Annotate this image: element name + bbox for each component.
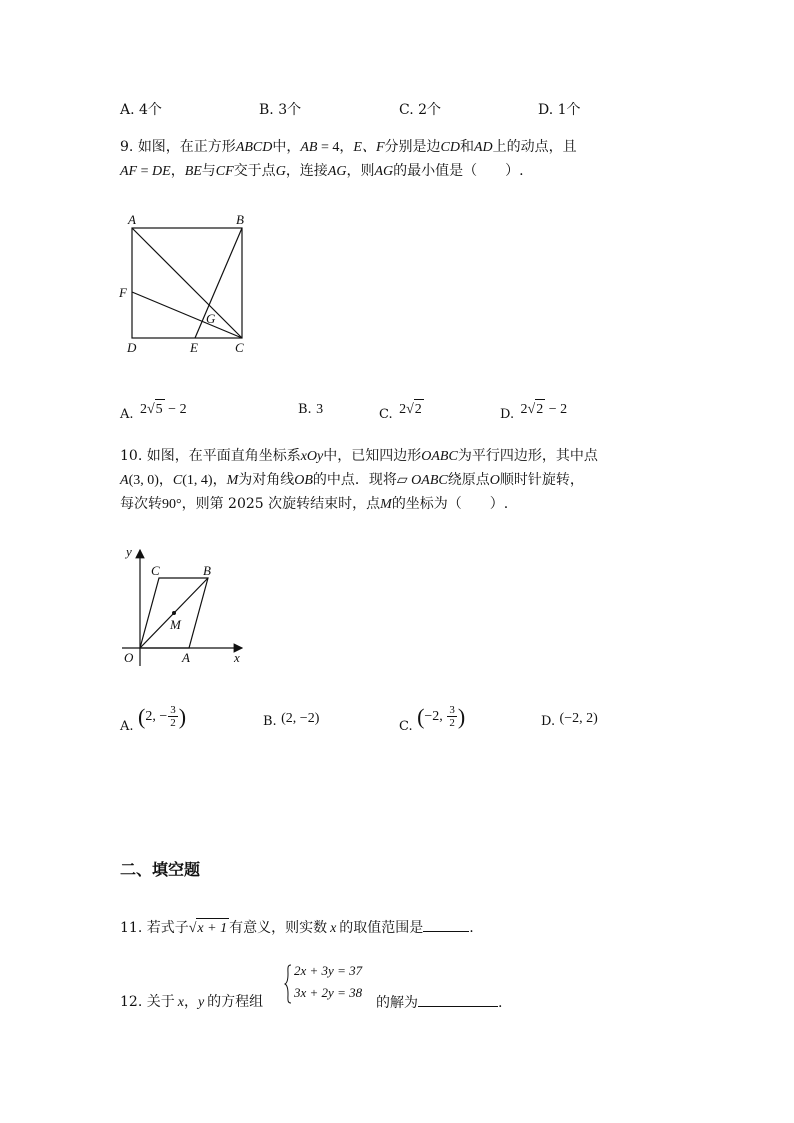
q9-math: CF xyxy=(215,164,234,179)
label-g: G xyxy=(206,311,216,326)
label-a: A xyxy=(128,212,136,227)
q10-text: 的坐标为（ ）. xyxy=(391,496,509,512)
q10-option-d-letter: D. xyxy=(541,714,556,729)
q11-text: 的取值范围是 xyxy=(339,920,424,936)
q12-text: 的解为 xyxy=(376,995,418,1011)
q11-answer-blank[interactable] xyxy=(423,917,469,932)
label-e: E xyxy=(190,340,198,355)
q8-option-c-text: 2个 xyxy=(418,102,442,118)
label-x: x xyxy=(234,650,240,665)
q10-line-2 xyxy=(120,470,584,491)
q9-option-b-value: 3 xyxy=(316,402,324,417)
q9-math: G xyxy=(275,164,286,179)
q10-text: 每次转 xyxy=(120,496,162,512)
q8-option-a-text: 4个 xyxy=(139,102,162,118)
q10-math: M xyxy=(226,473,239,488)
q10-math: 90° xyxy=(162,497,182,512)
q10-math: ▱ OABC xyxy=(396,473,448,488)
q11-number: 11. xyxy=(120,920,143,936)
q10-option-b-letter: B. xyxy=(263,714,277,729)
numerator: 3 xyxy=(449,704,455,716)
q9-option-d xyxy=(500,399,567,420)
q10-text: 顺时针旋转， xyxy=(499,472,584,488)
q9-text: 如图，在正方形 xyxy=(137,139,236,155)
q12-answer-blank[interactable] xyxy=(418,992,498,1007)
q9-math: E、F xyxy=(353,140,385,155)
label-c: C xyxy=(151,563,160,578)
q10-math: (1, 4) xyxy=(182,473,213,488)
q10-option-d xyxy=(541,708,598,729)
right-paren: ) xyxy=(178,703,187,729)
radical-sign: √ xyxy=(188,921,197,936)
label-m: M xyxy=(170,617,181,632)
q9-math: AF xyxy=(120,164,138,179)
q8-option-d-text: 1个 xyxy=(557,102,581,118)
q12-tail xyxy=(376,992,502,1013)
q9-square-figure xyxy=(112,208,262,358)
q10-text: 绕原点 xyxy=(447,472,490,488)
q9-math: ABCD xyxy=(235,140,273,155)
q8-option-b xyxy=(259,100,301,120)
q9-option-d-value xyxy=(521,402,568,417)
q8-option-a xyxy=(120,100,162,120)
q8-option-b-text: 3个 xyxy=(278,102,302,118)
q9-text: ，连接 xyxy=(285,163,328,179)
q12-line xyxy=(120,992,263,1013)
section-heading: 二、填空题 xyxy=(120,860,201,879)
q9-number: 9. xyxy=(120,139,134,155)
q11-text: 若式子 xyxy=(146,920,189,936)
radical-sign: √ xyxy=(527,402,536,417)
q10-number: 10. xyxy=(120,448,143,464)
label-o: O xyxy=(124,650,134,665)
q9-text: ， xyxy=(339,139,354,155)
q8-option-c-letter: C. xyxy=(399,102,414,118)
point-m xyxy=(172,611,176,615)
label-y: y xyxy=(126,544,132,559)
q10-text: ， xyxy=(212,472,227,488)
left-paren: ( xyxy=(137,703,146,729)
denominator: 2 xyxy=(449,717,455,729)
q10-math: OB xyxy=(294,473,313,488)
q11-text: 有意义，则实数 xyxy=(229,920,328,936)
brace-icon xyxy=(284,964,292,1004)
q9-math: AB xyxy=(300,140,318,155)
q9-math: DE xyxy=(152,164,171,179)
q12-text: 关于 xyxy=(146,994,175,1010)
q9-math: = 4 xyxy=(317,140,340,155)
first: −2, xyxy=(424,708,447,724)
q12-text: 的方程组 xyxy=(207,994,264,1010)
fraction xyxy=(447,704,457,729)
q10-text: 为对角线 xyxy=(238,472,295,488)
q9-option-c xyxy=(379,399,424,420)
q9-math: AG xyxy=(327,164,347,179)
coef: 2 xyxy=(520,402,528,417)
q9-option-b-letter: B. xyxy=(298,402,312,417)
radicand: 2 xyxy=(535,399,545,420)
q8-option-b-letter: B. xyxy=(259,102,274,118)
q11-text: . xyxy=(469,920,474,936)
q9-math: CD xyxy=(440,140,460,155)
label-b: B xyxy=(203,563,211,578)
coef: 2 xyxy=(399,402,407,417)
q9-math: AG xyxy=(374,164,394,179)
q9-line-1 xyxy=(120,137,577,158)
radicand: 5 xyxy=(155,399,165,420)
q10-option-c xyxy=(399,703,466,734)
denominator: 2 xyxy=(170,717,176,729)
q10-option-a-value xyxy=(137,703,187,729)
q9-option-a xyxy=(120,399,187,420)
q9-text: ，则 xyxy=(346,163,375,179)
q10-text: 的中点．现将 xyxy=(312,472,397,488)
q9-math: BE xyxy=(184,164,202,179)
q12-math: x xyxy=(177,995,184,1010)
q10-text: 如图，在平面直角坐标系 xyxy=(146,448,301,464)
q10-math: O xyxy=(489,473,500,488)
left-paren: ( xyxy=(417,703,425,729)
q9-text: 和 xyxy=(459,139,474,155)
q9-text: 中， xyxy=(272,139,301,155)
q8-option-a-letter: A. xyxy=(120,102,135,118)
q9-option-a-value xyxy=(140,402,187,417)
q9-option-d-letter: D. xyxy=(500,407,515,422)
radical-sign: √ xyxy=(146,402,155,417)
q12-equation-1: 2x + 3y = 37 xyxy=(294,963,363,978)
q9-text: 与 xyxy=(201,163,216,179)
label-a: A xyxy=(182,650,190,665)
q10-line-1 xyxy=(120,446,598,467)
q9-text: 的最小值是（ ）. xyxy=(393,163,524,179)
q10-parallelogram-figure xyxy=(118,540,253,670)
q12-text: ， xyxy=(183,994,198,1010)
q10-math: C xyxy=(172,473,183,488)
q9-option-c-letter: C. xyxy=(379,407,393,422)
q10-text: 中，已知四边形 xyxy=(323,448,422,464)
q10-math: xOy xyxy=(300,449,324,464)
q9-text: 交于点 xyxy=(233,163,276,179)
q11-math: x xyxy=(330,921,337,936)
q12-text: . xyxy=(498,995,503,1011)
q10-math: OABC xyxy=(421,449,458,464)
tail: − 2 xyxy=(164,402,187,417)
q9-option-a-letter: A. xyxy=(120,407,134,422)
q10-option-c-value xyxy=(417,703,466,729)
label-c: C xyxy=(235,340,244,355)
tail: − 2 xyxy=(545,402,568,417)
radicand: 2 xyxy=(414,399,424,420)
q10-option-d-value: (−2, 2) xyxy=(559,711,598,726)
q9-math: AD xyxy=(473,140,493,155)
q9-line-2 xyxy=(120,161,524,182)
numerator: 3 xyxy=(170,704,176,716)
right-paren: ) xyxy=(457,703,466,729)
q10-line-3 xyxy=(120,494,508,515)
q10-math: M xyxy=(380,497,392,512)
q10-math: A xyxy=(120,473,129,488)
q9-option-c-value xyxy=(399,402,424,417)
segment-ac xyxy=(132,228,242,338)
q10-option-b xyxy=(263,708,319,729)
label-d: D xyxy=(127,340,137,355)
q9-text: ， xyxy=(170,163,185,179)
q11-line xyxy=(120,917,474,939)
q9-math: = xyxy=(137,164,153,179)
label-f: F xyxy=(119,285,127,300)
q10-text: ，则第 2025 次旋转结束时，点 xyxy=(181,496,381,512)
q10-text: 为平行四边形，其中点 xyxy=(457,448,598,464)
q10-option-b-value: (2, −2) xyxy=(281,711,320,726)
q11-radicand: x + 1 xyxy=(196,918,229,939)
fraction xyxy=(168,704,178,729)
q8-option-d-letter: D. xyxy=(538,102,554,118)
q12-number: 12. xyxy=(120,994,143,1010)
q9-text: 分别是边 xyxy=(384,139,441,155)
first: 2, − xyxy=(145,708,168,724)
q10-math: (3, 0) xyxy=(128,473,159,488)
q12-equation-2: 3x + 2y = 38 xyxy=(294,985,363,1000)
q10-option-a xyxy=(120,703,187,734)
q9-option-b xyxy=(298,399,323,420)
q12-math: y xyxy=(197,995,205,1010)
q8-option-d xyxy=(538,100,581,120)
q10-text: ， xyxy=(158,472,173,488)
q10-option-a-letter: A. xyxy=(120,718,134,734)
q8-option-c xyxy=(399,100,441,120)
segment-fc xyxy=(132,292,242,338)
label-b: B xyxy=(236,212,244,227)
radical-sign: √ xyxy=(406,402,414,417)
q9-text: 上的动点，且 xyxy=(492,139,577,155)
q10-option-c-letter: C. xyxy=(399,718,413,734)
coef: 2 xyxy=(139,402,147,417)
